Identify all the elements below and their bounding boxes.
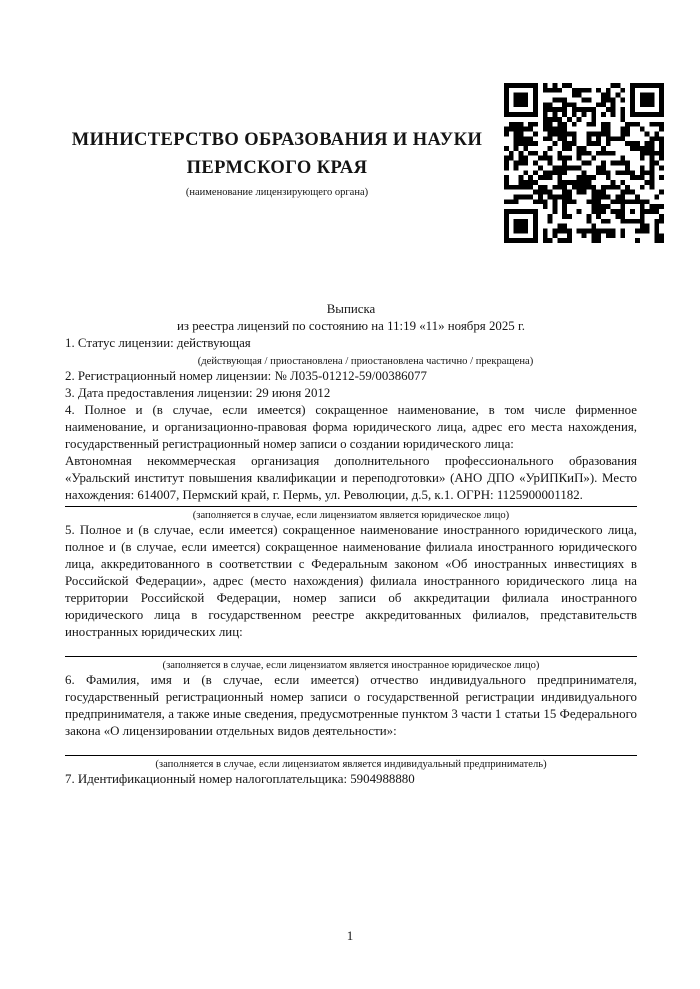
item4-label: 4. Полное и (в случае, если имеется) сокращенное наименование, в том числе фирменное наименование, и организационно-правовая форма юридического лица, адрес его места нахождения, государственный регистрационный номер записи о создании юридического лица: (65, 403, 637, 451)
ministry-header (40, 126, 514, 199)
document-title-line1: Выписка (326, 302, 376, 316)
licensing-authority-caption: (наименование лицензирующего органа) (185, 187, 369, 198)
license-grant-date: 3. Дата предоставления лицензии: 29 июня 2012 (65, 386, 331, 400)
item5-label: 5. Полное и (в случае, если имеется) сокращенное наименование иностранного юридического лица, полное и (в случае, если имеется) сокращенное наименование филиала иностранного юридического лица, аккредитованного в соответствии с Федеральным законом «Об иностранных инвестициях в Российской Федерации», адрес (место нахождения) филиала иностранного юридического лица на территории Российской Федерации, номер записи об аккредитации филиала иностранного юридического лица в государственном реестре аккредитованных филиалов, представительств иностранных юридических лиц: (65, 523, 637, 639)
ministry-name-line2: ПЕРМСКОГО КРАЯ (186, 158, 368, 178)
document-title-line2: из реестра лицензий по состоянию на 11:19 «11» ноября 2025 г. (176, 319, 526, 333)
ministry-name-line1: МИНИСТЕРСТВО ОБРАЗОВАНИЯ И НАУКИ (71, 130, 483, 150)
item6-caption: (заполняется в случае, если лицензиатом является индивидуальный предприниматель) (155, 759, 547, 770)
fill-line (65, 506, 637, 507)
license-status: 1. Статус лицензии: действующая (65, 336, 251, 350)
page-number: 1 (346, 928, 354, 943)
taxpayer-id-number: 7. Идентификационный номер налогоплательщика: 5904988880 (65, 772, 415, 786)
qr-code-icon (503, 83, 665, 243)
document-title (65, 301, 637, 335)
document-body (65, 301, 637, 788)
registration-number: 2. Регистрационный номер лицензии: № Л035-01212-59/00386077 (65, 369, 427, 383)
licensee-details-value: Автономная некоммерческая организация дополнительного профессионального образования «Уральский институт повышения квалификации и переподготовки» (АНО ДПО «УрИПКиП»). Место нахождения: 614007, Пермский край, г. Пермь, ул. Революции, д.5, к.1. ОГРН: 1125900001182. (65, 454, 637, 502)
fill-line (65, 656, 637, 657)
status-options-caption: (действующая / приостановлена / приостановлена частично / прекращена) (197, 356, 534, 367)
item5-caption: (заполняется в случае, если лицензиатом является иностранное юридическое лицо) (162, 660, 540, 671)
item4-caption: (заполняется в случае, если лицензиатом является юридическое лицо) (192, 510, 510, 521)
item6-label: 6. Фамилия, имя и (в случае, если имеется) отчество индивидуального предпринимателя, государственный регистрационный номер записи о государственной регистрации индивидуального предпринимателя, а также иные сведения, предусмотренные пунктом 3 части 1 статьи 15 Федерального закона «О лицензировании отдельных видов деятельности»: (65, 673, 637, 738)
fill-line (65, 755, 637, 756)
